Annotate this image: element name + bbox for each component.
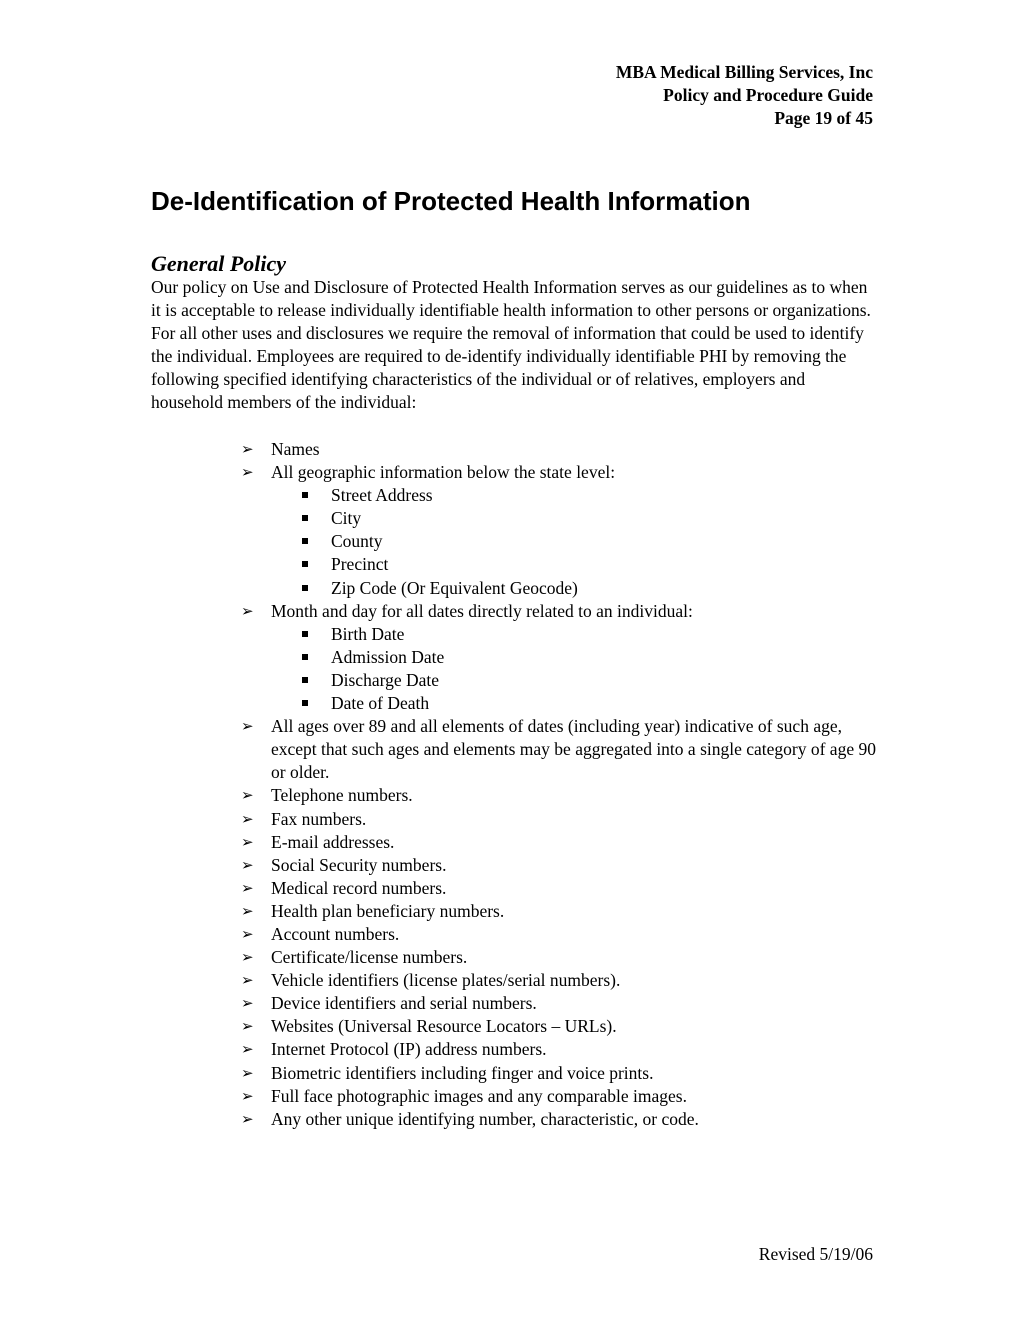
arrow-bullet-icon: ➢ — [241, 1109, 254, 1128]
page-header — [616, 61, 873, 130]
list-item-text: Certificate/license numbers. — [271, 947, 468, 968]
list-item-text: Telephone numbers. — [271, 785, 413, 806]
list-item — [151, 1062, 881, 1085]
guide-title: Policy and Procedure Guide — [663, 85, 873, 105]
list-item-text: Device identifiers and serial numbers. — [271, 993, 537, 1014]
list-item-text: E-mail addresses. — [271, 831, 395, 852]
arrow-bullet-icon: ➢ — [241, 855, 254, 874]
list-item-text: Full face photographic images and any comparable images. — [271, 1085, 687, 1106]
square-bullet-icon — [302, 515, 308, 521]
list-item — [151, 600, 881, 623]
arrow-bullet-icon: ➢ — [241, 832, 254, 851]
list-item — [151, 831, 881, 854]
company-name: MBA Medical Billing Services, Inc — [615, 62, 873, 82]
list-item-text: Admission Date — [331, 646, 445, 667]
square-bullet-icon — [302, 700, 308, 706]
sub-list-item — [151, 530, 881, 553]
arrow-bullet-icon: ➢ — [241, 601, 254, 620]
square-bullet-icon — [302, 492, 308, 498]
arrow-bullet-icon: ➢ — [241, 786, 254, 805]
sub-list-item — [151, 692, 881, 715]
sub-list-item — [151, 553, 881, 576]
square-bullet-icon — [302, 585, 308, 591]
arrow-bullet-icon: ➢ — [241, 994, 254, 1013]
list-item-text: Month and day for all dates directly related to an individual: — [271, 600, 693, 621]
arrow-bullet-icon: ➢ — [241, 440, 254, 458]
sub-list-item — [151, 646, 881, 669]
page-number: Page 19 of 45 — [774, 108, 873, 128]
list-item-text: City — [331, 508, 362, 529]
list-item-text: Biometric identifiers including finger and voice prints. — [271, 1062, 654, 1083]
list-item-text: All ages over 89 and all elements of dates (including year) indicative of such age, except that such ages and elements may be aggregated into a single category of age 90 or older. — [271, 716, 876, 783]
revised-date: Revised 5/19/06 — [758, 1244, 873, 1264]
list-item — [151, 946, 881, 969]
list-item — [151, 923, 881, 946]
arrow-bullet-icon: ➢ — [241, 717, 254, 736]
list-item-text: Fax numbers. — [271, 808, 367, 829]
arrow-bullet-icon: ➢ — [241, 924, 254, 943]
arrow-bullet-icon: ➢ — [241, 463, 254, 482]
sub-list-item — [151, 577, 881, 600]
sub-list-item — [151, 623, 881, 646]
list-item — [151, 900, 881, 923]
list-item-text: Internet Protocol (IP) address numbers. — [271, 1039, 547, 1060]
list-item-text: Precinct — [331, 554, 389, 575]
list-item — [151, 877, 881, 900]
list-item-text: Vehicle identifiers (license plates/serial numbers). — [271, 970, 621, 991]
square-bullet-icon — [302, 538, 308, 544]
list-item-text: County — [331, 531, 383, 552]
list-item-text: Websites (Universal Resource Locators – URLs). — [271, 1016, 617, 1037]
list-item-text: Health plan beneficiary numbers. — [271, 900, 505, 921]
list-item — [151, 1015, 881, 1038]
list-item — [151, 808, 881, 831]
sub-list-item — [151, 669, 881, 692]
square-bullet-icon — [302, 561, 308, 567]
list-item-text: Medical record numbers. — [271, 877, 447, 898]
list-item — [151, 438, 881, 461]
list-item — [151, 461, 881, 484]
square-bullet-icon — [302, 677, 308, 683]
arrow-bullet-icon: ➢ — [241, 948, 254, 967]
list-item — [151, 854, 881, 877]
list-item-text: Street Address — [331, 485, 433, 506]
list-item — [151, 969, 881, 992]
square-bullet-icon — [302, 654, 308, 660]
list-item — [151, 1038, 881, 1061]
list-item — [151, 992, 881, 1015]
list-item-text: Birth Date — [331, 623, 405, 644]
list-item-text: Date of Death — [331, 693, 430, 714]
list-item-text: Account numbers. — [271, 923, 400, 944]
arrow-bullet-icon: ➢ — [241, 1063, 254, 1082]
square-bullet-icon — [302, 631, 308, 637]
policy-paragraph: Our policy on Use and Disclosure of Protected Health Information serves as our guidelines as to when it is acceptable to release individually identifiable health information to other persons or organizations. For all other uses and disclosures we require the removal of information that could be used to identify the individual. Employees are required to de-identify individually identifiable PHI by removing the following specified identifying characteristics of the individual or of relatives, employers and household members of the individual: — [151, 277, 871, 413]
list-item-text: Social Security numbers. — [271, 854, 447, 875]
list-item-text: Any other unique identifying number, characteristic, or code. — [271, 1108, 699, 1129]
document-title: De-Identification of Protected Health Information — [151, 186, 751, 216]
list-item-text: Zip Code (Or Equivalent Geocode) — [331, 577, 578, 598]
list-item — [151, 784, 881, 807]
list-item-text: All geographic information below the state level: — [271, 462, 616, 483]
section-heading: General Policy — [151, 251, 287, 276]
arrow-bullet-icon: ➢ — [241, 1017, 254, 1036]
arrow-bullet-icon: ➢ — [241, 901, 254, 920]
arrow-bullet-icon: ➢ — [241, 809, 254, 828]
list-item-text: Discharge Date — [331, 669, 440, 690]
sub-list-item — [151, 507, 881, 530]
sub-list-item — [151, 484, 881, 507]
list-item-text: Names — [271, 439, 320, 459]
arrow-bullet-icon: ➢ — [241, 971, 254, 990]
arrow-bullet-icon: ➢ — [241, 1040, 254, 1059]
list-item — [151, 715, 881, 784]
list-item — [151, 1085, 881, 1108]
identifier-list — [151, 438, 881, 1131]
list-item — [151, 1108, 881, 1131]
arrow-bullet-icon: ➢ — [241, 878, 254, 897]
arrow-bullet-icon: ➢ — [241, 1086, 254, 1105]
